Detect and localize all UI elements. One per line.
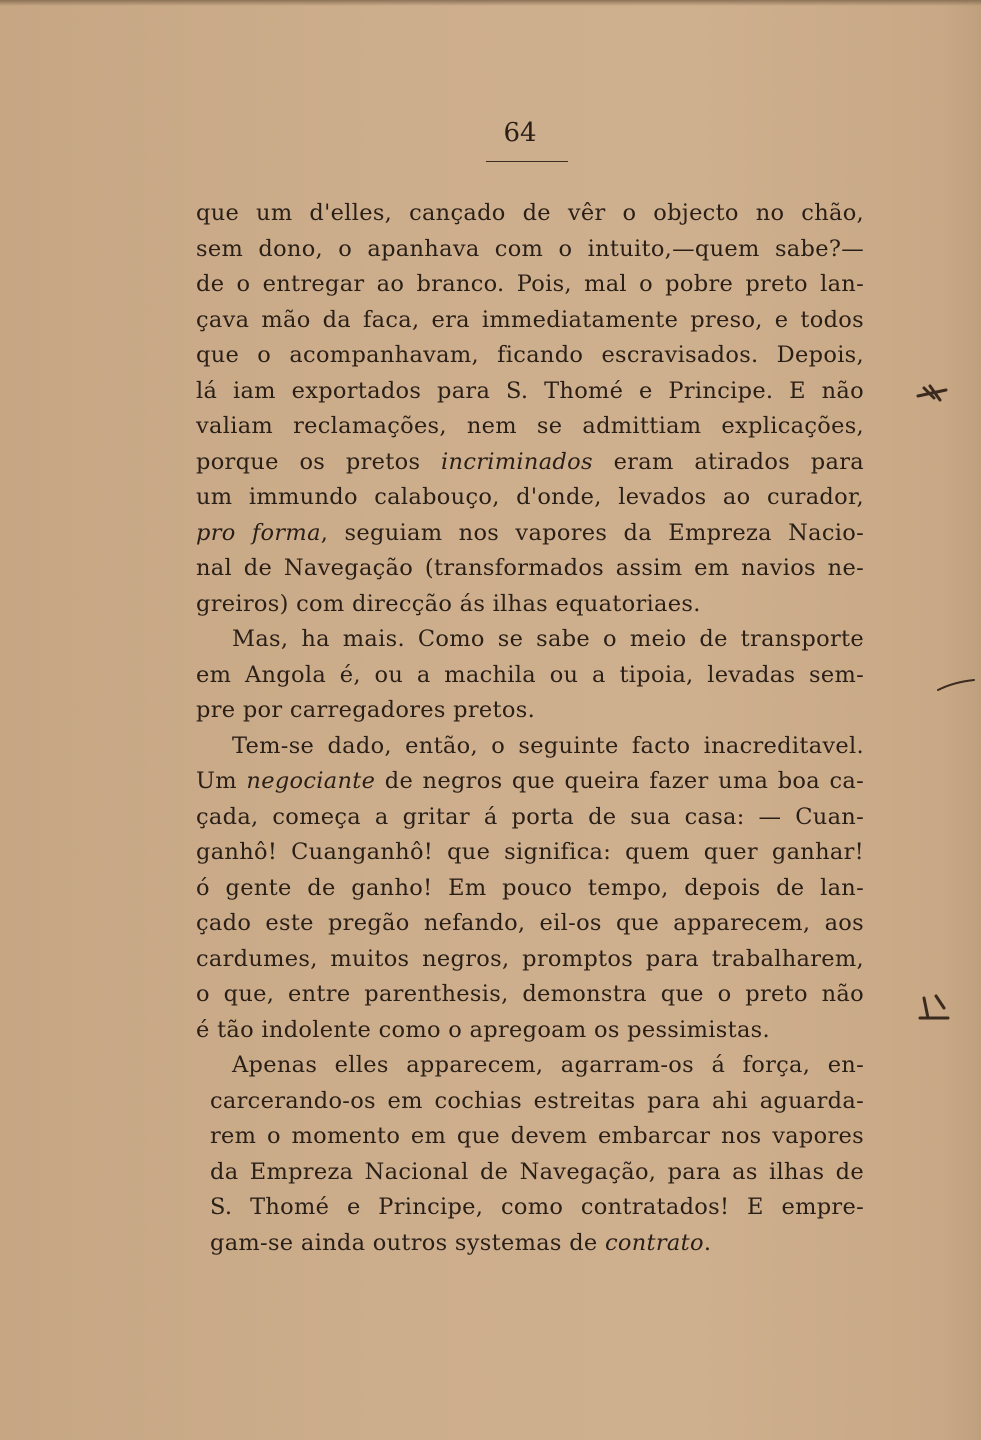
text-line: çada, começa a gritar á porta de sua casa: — Cuan- xyxy=(196,803,864,830)
text-line: Mas, ha mais. Como se sabe o meio de transporte xyxy=(232,626,864,652)
margin-pencil-mark-icon xyxy=(936,668,976,708)
text-line: um immundo calabouço, d'onde, levados ao curador, xyxy=(196,484,864,510)
italic-phrase: pro forma xyxy=(196,519,321,546)
text-line: lá iam exportados para S. Thomé e Principe. E não xyxy=(196,377,864,404)
page-number: 64 xyxy=(503,118,537,148)
text-line: carcerando-os em cochias estreitas para ahi aguarda- xyxy=(210,1087,864,1114)
italic-word: negociante xyxy=(246,768,376,794)
text-line: çava mão da faca, era immediatamente preso, e todos xyxy=(196,306,864,333)
text-fragment: Um xyxy=(196,768,247,794)
text-fragment: porque os pretos xyxy=(196,448,442,475)
text-line xyxy=(210,1226,864,1262)
text-fragment: , seguiam nos vapores da Empreza Nacio- xyxy=(320,519,864,546)
text-line xyxy=(196,516,864,552)
text-line: nal de Navegação (transformados assim em navios ne- xyxy=(196,555,864,581)
text-line: pre por carregadores pretos. xyxy=(196,697,536,723)
text-line: em Angola é, ou a machila ou a tipoia, levadas sem- xyxy=(196,661,864,688)
text-fragment: . xyxy=(703,1229,712,1256)
text-fragment: eram atirados para xyxy=(592,448,864,475)
header-rule xyxy=(486,161,568,162)
margin-pencil-mark-icon xyxy=(912,374,952,414)
text-line xyxy=(196,445,864,481)
text-line: Apenas elles apparecem, agarram-os á força, en- xyxy=(232,1052,864,1078)
text-line: que um d'elles, cançado de vêr o objecto no chão, xyxy=(196,200,864,226)
text-line: greiros) com direcção ás ilhas equatoriaes. xyxy=(196,590,701,617)
text-line: ganhô! Cuanganhô! que significa: quem quer ganhar! xyxy=(196,839,864,865)
text-line: de o entregar ao branco. Pois, mal o pobre preto lan- xyxy=(196,271,864,297)
text-line: cardumes, muitos negros, promptos para trabalharem, xyxy=(196,945,864,972)
text-line: da Empreza Nacional de Navegação, para as ilhas de xyxy=(210,1158,864,1185)
text-line: que o acompanhavam, ficando escravisados. Depois, xyxy=(196,342,864,368)
text-line: çado este pregão nefando, eil-os que apparecem, aos xyxy=(196,910,864,936)
text-line: rem o momento em que devem embarcar nos vapores xyxy=(210,1123,864,1149)
page-top-edge xyxy=(0,0,981,6)
text-line: Tem-se dado, então, o seguinte facto inacreditavel. xyxy=(232,732,864,759)
text-line: é tão indolente como o apregoam os pessimistas. xyxy=(196,1016,770,1043)
body-text xyxy=(196,196,864,1261)
margin-pencil-mark-icon xyxy=(914,988,954,1028)
text-line xyxy=(196,764,864,800)
text-line: ó gente de ganho! Em pouco tempo, depois de lan- xyxy=(196,874,864,901)
text-line: valiam reclamações, nem se admittiam explicações, xyxy=(196,413,864,439)
text-line: S. Thomé e Principe, como contratados! E empre- xyxy=(210,1194,864,1220)
text-fragment: gam-se ainda outros systemas de xyxy=(210,1229,605,1256)
text-fragment: de negros que queira fazer uma boa ca- xyxy=(375,768,864,794)
text-line: o que, entre parenthesis, demonstra que o preto não xyxy=(196,981,864,1007)
text-line: sem dono, o apanhava com o intuito,—quem sabe?— xyxy=(196,235,864,262)
italic-word: contrato xyxy=(605,1229,704,1256)
italic-word: incriminados xyxy=(441,448,593,475)
